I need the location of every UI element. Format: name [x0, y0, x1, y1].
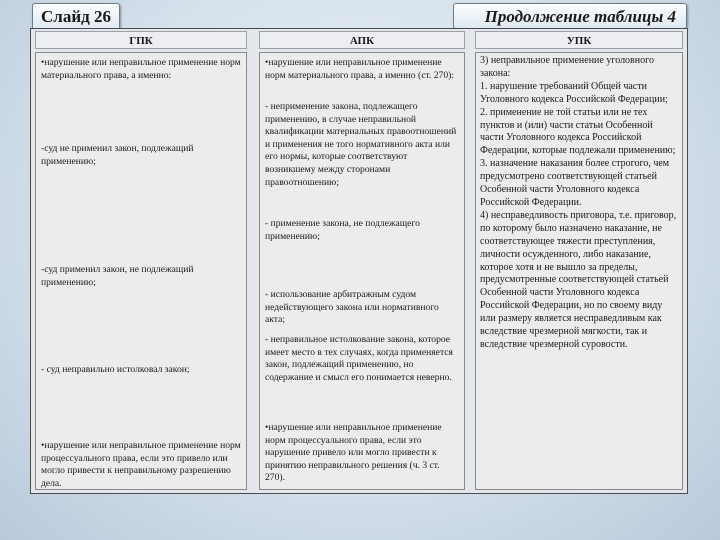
upk-item-4: 3. назначение наказания более строгого, чем предусмотрено соответствующей статьей Особенной части Уголовного кодекса Российской Федерации.: [480, 158, 670, 208]
gpk-item-2: -суд не применил закон, подлежащий применению;: [41, 143, 194, 167]
header-apk: АПК: [259, 31, 465, 49]
upk-item-1: 3) неправильное применение уголовного закона:: [480, 55, 654, 79]
upk-item-2: 1. нарушение требований Общей части Уголовного кодекса Российской Федерации;: [480, 80, 668, 105]
apk-item-1: •нарушение или неправильное применение норм материального права, а именно (ст. 270):: [265, 57, 454, 81]
upk-item-3: 2. применение не той статьи или не тех пунктов и (или) части статьи Особенной части Уголовного кодекса Российской Федерации, которые подлежали применению;: [480, 106, 676, 157]
gpk-column: [35, 52, 247, 490]
gpk-item-1: •нарушение или неправильное применение норм материального права, а именно:: [41, 57, 241, 81]
apk-item-4: - использование арбитражным судом недействующего закона или нормативного акта;: [265, 289, 439, 326]
apk-item-2: - неприменение закона, подлежащего применению, в случае неправильной квалификации материальных правоотношений и применения не того нормативного акта или его нормы, которые соответствуют возникшему между сторонами правоотношению;: [265, 101, 457, 188]
header-upk: УПК: [475, 31, 683, 49]
apk-column: [259, 52, 465, 490]
apk-item-6: •нарушение или неправильное применение норм процессуального права, если это нарушение привело или могло привести к принятию неправильного решения (ч. 3 ст. 270).: [265, 422, 442, 484]
apk-item-3: - применение закона, не подлежащего применению;: [265, 218, 420, 242]
apk-item-5: - неправильное истолкование закона, которое имеет место в тех случаях, когда применяется закон, подлежащий применению, но содержание и смысл его понимается неверно.: [265, 334, 453, 383]
table-continuation-label: Продолжение таблицы 4: [453, 3, 687, 29]
upk-column: [475, 52, 683, 490]
slide-number-label: Слайд 26: [32, 3, 120, 31]
gpk-item-4: - суд неправильно истолковал закон;: [41, 364, 190, 375]
table-header-row: [31, 29, 687, 49]
header-gpk: ГПК: [35, 31, 247, 49]
gpk-item-3: -суд применил закон, не подлежащий применению;: [41, 264, 194, 288]
comparison-table: [30, 28, 688, 494]
upk-item-5: 4) несправедливость приговора, т.е. приговор, по которому было назначено наказание, не соответствующее тяжести преступления, личности осужденного, либо наказание, которое хотя и не вышло за пределы, предусмотренные соответствующей статьей Особенной части Уголовного кодекса Российской Федерации, но по своему виду или размеру является несправедливым как вследствие чрезмерной мягкости, так и вследствие чрезмерной суровости.: [480, 209, 677, 350]
gpk-item-5: •нарушение или неправильное применение норм процессуального права, если это привело или могло привести к неправильному разрешению дела.: [41, 440, 241, 489]
